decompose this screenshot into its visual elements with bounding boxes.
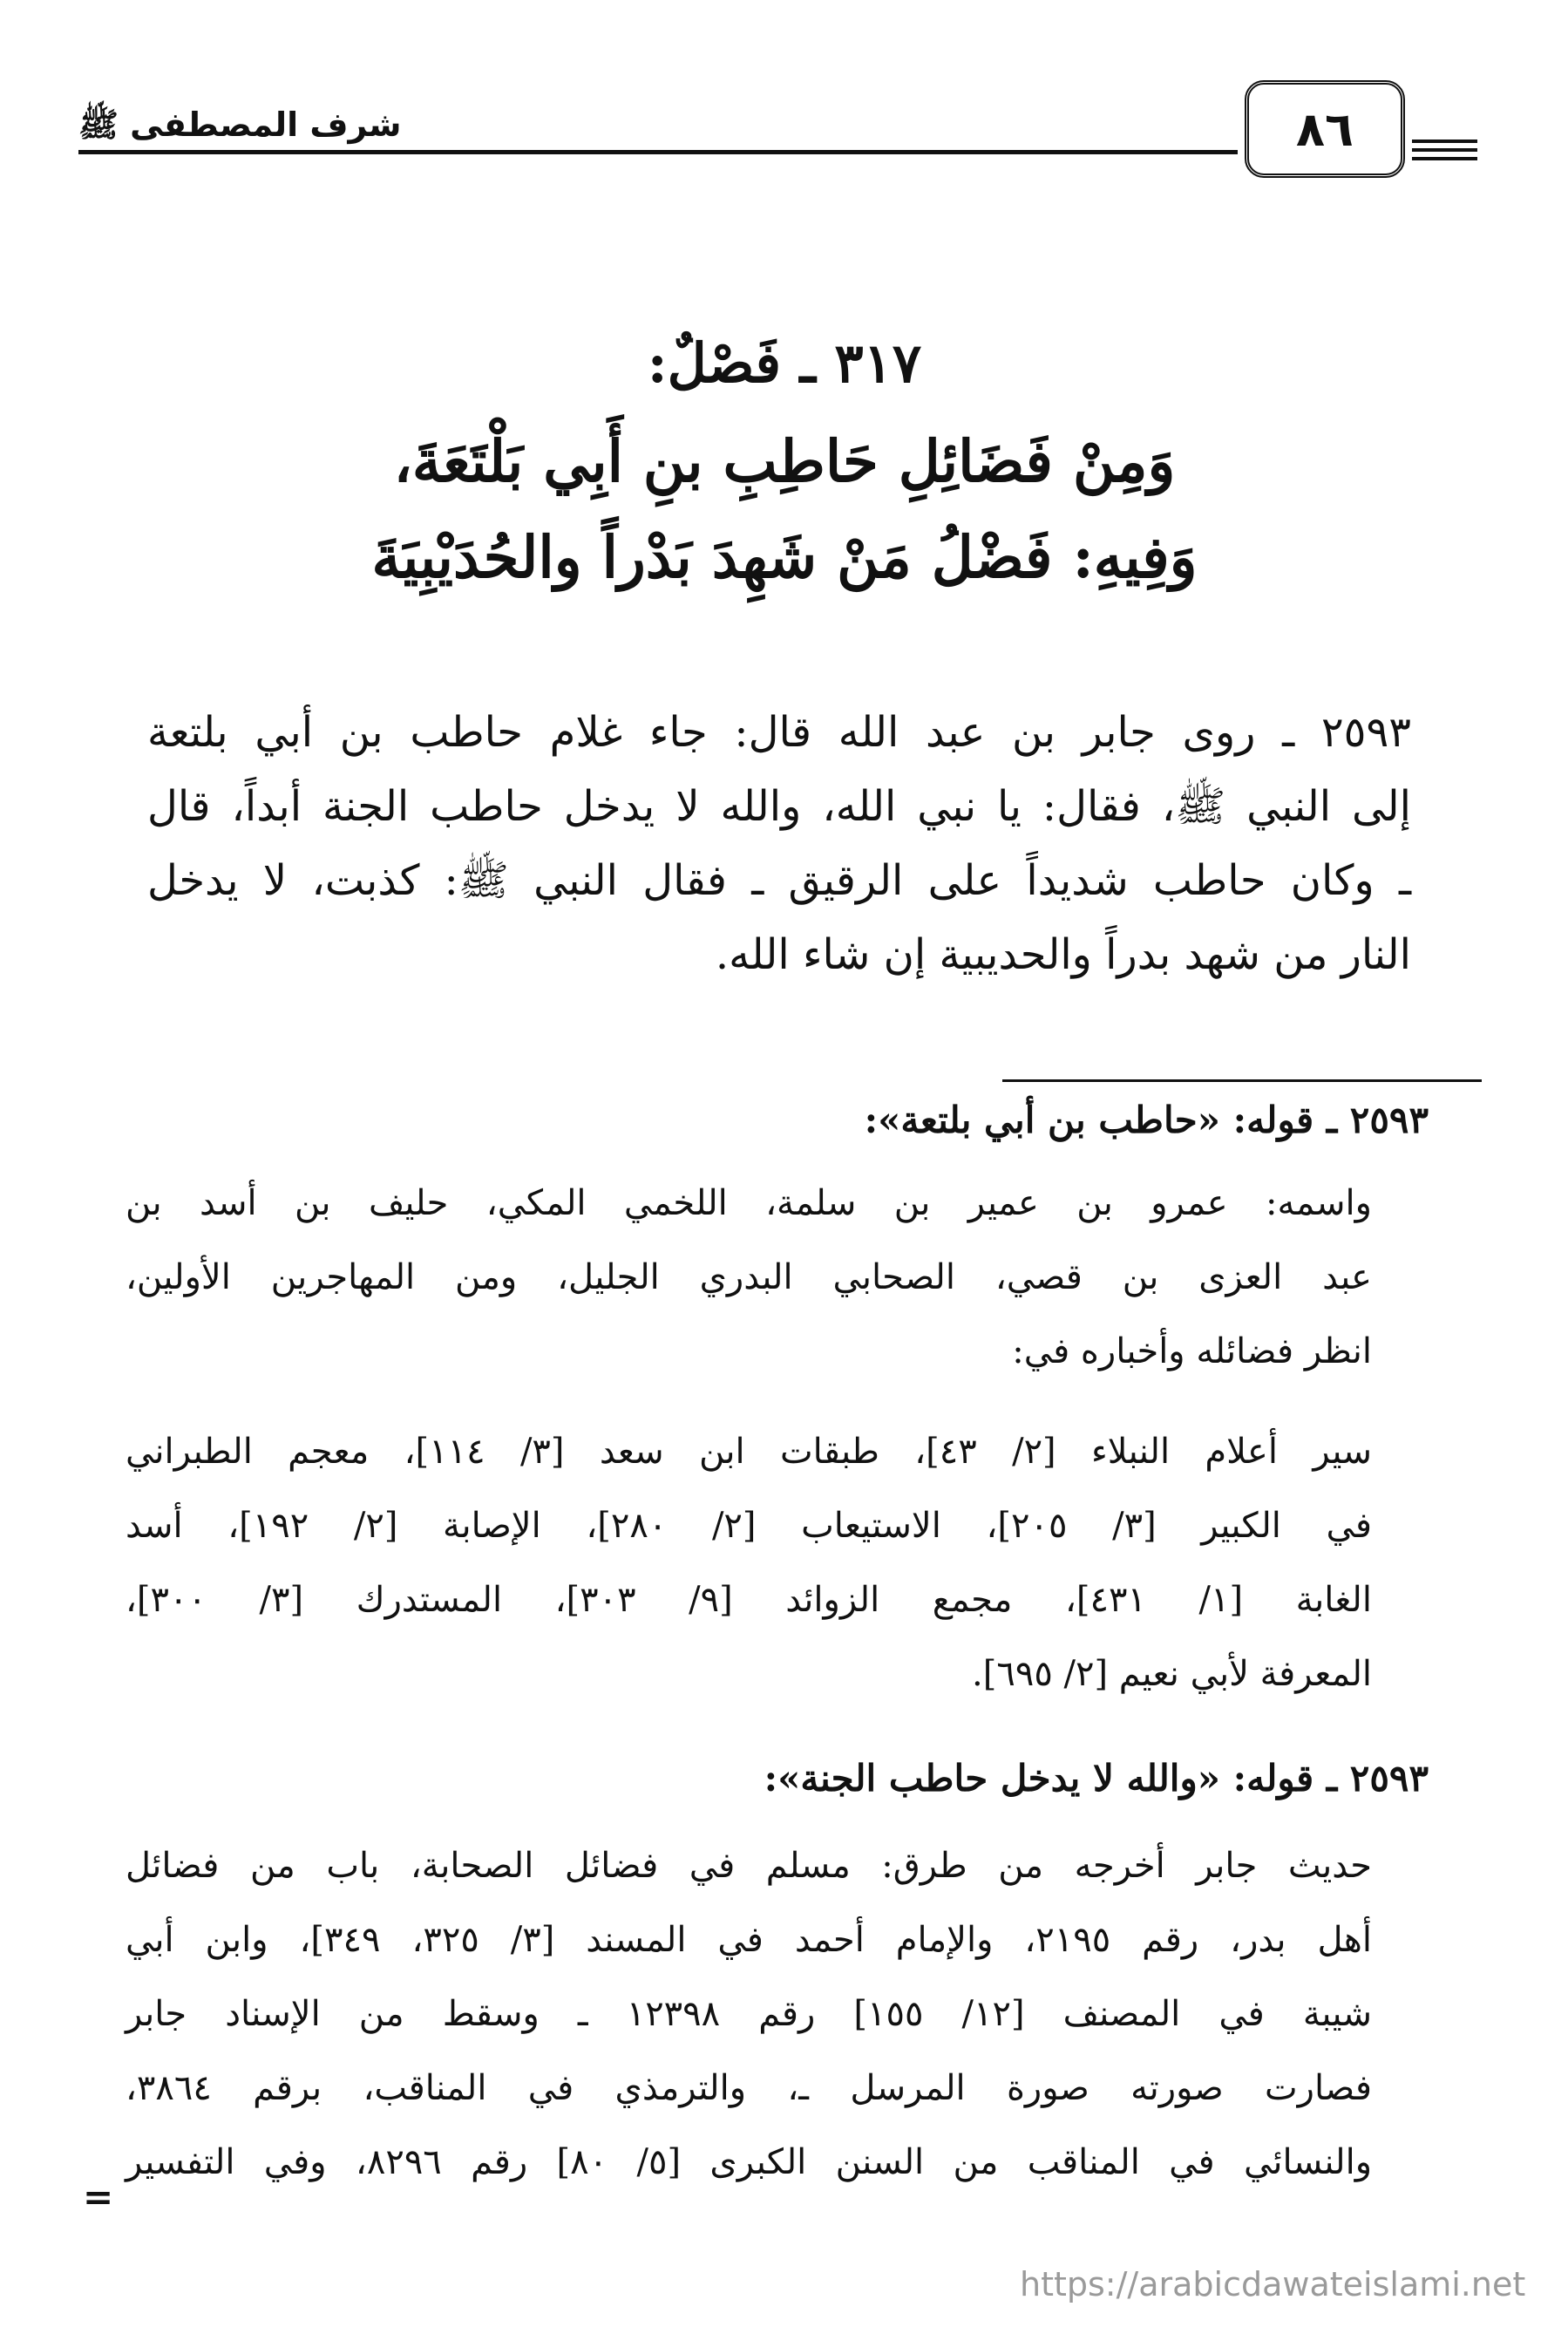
hadith-line: ٢٥٩٣ ـ روى جابر بن عبد الله قال: جاء غلام حاطب بن أبي بلتعة <box>147 708 1411 757</box>
footnote-line: واسمه: عمرو بن عمير بن سلمة، اللخمي المكي، حليف بن أسد بن <box>126 1183 1372 1223</box>
watermark-url: https://arabicdawateislami.net <box>1020 2265 1526 2303</box>
page-number: ٨٦ <box>1296 101 1354 157</box>
footnote-line: حديث جابر أخرجه من طرق: مسلم في فضائل الصحابة، باب من فضائل <box>126 1846 1372 1886</box>
footnote-line: الغابة [١/ ٤٣١]، مجمع الزوائد [٩/ ٣٠٣]، المستدرك [٣/ ٣٠٠]، <box>126 1580 1372 1620</box>
chapter-subtitle: وَفِيهِ: فَضْلُ مَنْ شَهِدَ بَدْراً والحُدَيْبِيَةَ <box>371 523 1198 591</box>
header-rule-right <box>1412 157 1477 160</box>
footnote-line: انظر فضائله وأخباره في: <box>1012 1331 1372 1371</box>
footnote-heading: ٢٥٩٣ ـ قوله: «والله لا يدخل حاطب الجنة»: <box>764 1757 1429 1800</box>
hadith-line: إلى النبي ﷺ، فقال: يا نبي الله، والله لا يدخل حاطب الجنة أبداً، قال <box>147 782 1411 831</box>
header-rule <box>78 150 1238 154</box>
footnote-line: عبد العزى بن قصي، الصحابي البدري الجليل، ومن المهاجرين الأولين، <box>126 1257 1372 1297</box>
hadith-line: ـ وكان حاطب شديداً على الرقيق ـ فقال النبي ﷺ: كذبت، لا يدخل <box>147 856 1411 905</box>
footnote-line: فصارت صورته صورة المرسل ـ، والترمذي في المناقب، برقم ٣٨٦٤، <box>126 2068 1372 2108</box>
page-number-frame <box>1245 80 1405 178</box>
footnote-line: سير أعلام النبلاء [٢/ ٤٣]، طبقات ابن سعد [٣/ ١١٤]، معجم الطبراني <box>126 1432 1372 1472</box>
footnote-line: المعرفة لأبي نعيم [٢/ ٦٩٥]. <box>972 1654 1372 1694</box>
footnote-line: أهل بدر، رقم ٢١٩٥، والإمام أحمد في المسند [٣/ ٣٢٥، ٣٤٩]، وابن أبي <box>126 1920 1372 1960</box>
running-title: شرف المصطفى ﷺ <box>78 105 402 144</box>
hadith-line: النار من شهد بدراً والحديبية إن شاء الله. <box>715 930 1411 979</box>
footnote-line: والنسائي في المناقب من السنن الكبرى [٥/ ٨٠] رقم ٨٢٩٦، وفي التفسير <box>126 2142 1373 2182</box>
chapter-number-heading: ٣١٧ ـ فَصْلٌ: <box>647 331 922 395</box>
footnote-heading: ٢٥٩٣ ـ قوله: «حاطب بن أبي بلتعة»: <box>864 1099 1429 1141</box>
footnote-separator <box>1002 1079 1482 1082</box>
footnote-line: في الكبير [٣/ ٢٠٥]، الاستيعاب [٢/ ٢٨٠]، الإصابة [٢/ ١٩٢]، أسد <box>126 1506 1372 1546</box>
continuation-mark: = <box>83 2175 114 2218</box>
footnote-line: شيبة في المصنف [١٢/ ١٥٥] رقم ١٢٣٩٨ ـ وسقط من الإسناد جابر <box>126 1994 1372 2034</box>
header-rule-right <box>1412 139 1477 143</box>
chapter-title: وَمِنْ فَضَائِلِ حَاطِبِ بنِ أَبِي بَلْتَعَةَ، <box>393 427 1176 495</box>
header-rule-right <box>1412 148 1477 152</box>
